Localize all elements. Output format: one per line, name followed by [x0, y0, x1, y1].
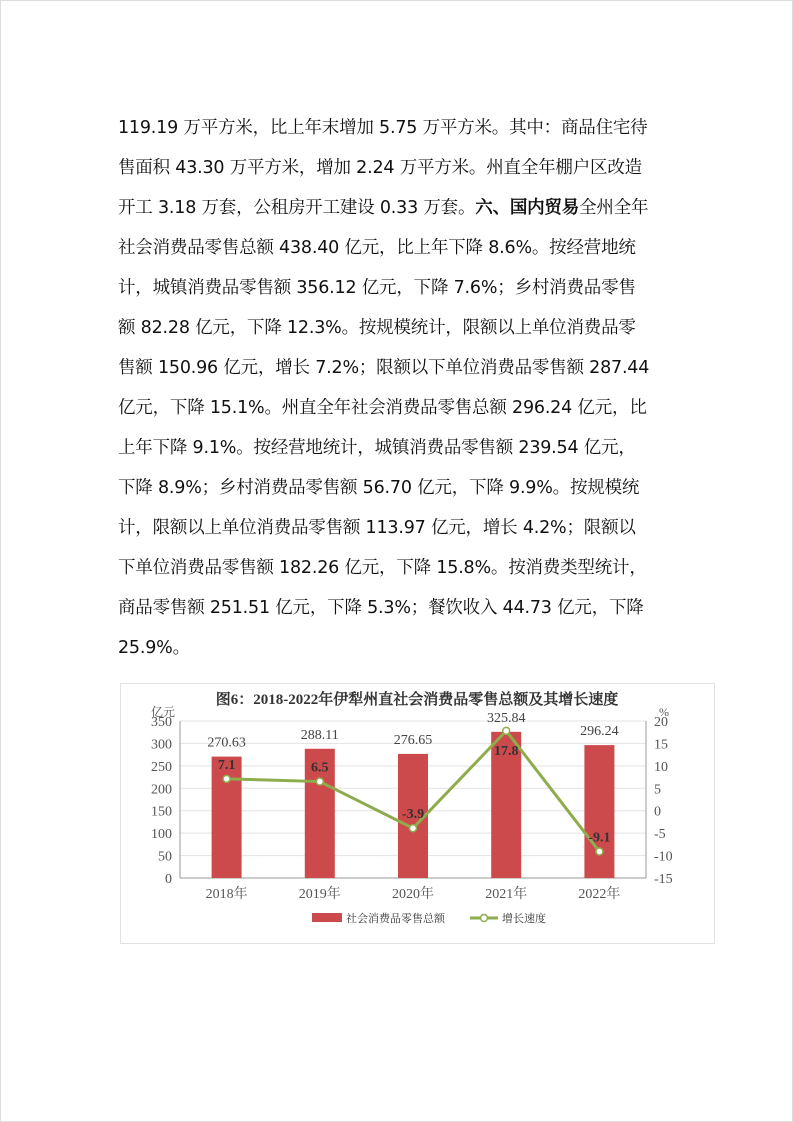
category-label: 2018年 — [205, 887, 248, 902]
category-label: 2019年 — [298, 887, 341, 902]
growth-value-label: -3.9 — [401, 807, 425, 823]
text-line — [118, 388, 688, 428]
text-span: 售面积 43.30 万平方米，增加 2.24 万平方米。州直全年棚户区改造 — [118, 158, 642, 178]
text-span: 额 82.28 亿元，下降 12.3%。按规模统计，限额以上单位消费品零 — [118, 318, 636, 338]
text-line — [118, 108, 688, 148]
growth-point — [410, 825, 417, 832]
legend-bar-swatch — [312, 913, 342, 922]
text-span: 全州全年 — [579, 198, 649, 218]
growth-point — [316, 778, 323, 785]
text-span: 下单位消费品零售额 182.26 亿元，下降 15.8%。按消费类型统计， — [118, 558, 647, 578]
right-tick-label: -10 — [654, 849, 673, 865]
right-tick-label: 10 — [654, 759, 668, 775]
text-line — [118, 628, 688, 668]
text-line — [118, 308, 688, 348]
growth-point — [596, 848, 603, 855]
right-tick-label: 20 — [654, 715, 668, 730]
left-axis-unit: 亿元 — [151, 705, 176, 719]
right-tick-label: 15 — [654, 737, 668, 753]
growth-value-label: -9.1 — [588, 830, 611, 846]
left-tick-label: 50 — [158, 849, 172, 865]
bar-value-label: 288.11 — [300, 727, 339, 743]
text-line — [118, 348, 688, 388]
text-line — [118, 548, 688, 588]
text-span: 计，限额以上单位消费品零售额 113.97 亿元，增长 4.2%；限额以 — [118, 518, 636, 538]
text-line — [118, 188, 688, 228]
left-tick-label: 350 — [151, 715, 172, 730]
bar-value-label: 325.84 — [486, 710, 526, 726]
left-tick-label: 300 — [151, 737, 172, 753]
category-label: 2020年 — [392, 887, 434, 902]
bar — [584, 745, 614, 878]
category-label: 2021年 — [485, 887, 528, 902]
left-tick-label: 200 — [151, 782, 172, 798]
text-span: 售额 150.96 亿元，增长 7.2%；限额以下单位消费品零售额 287.44 — [118, 358, 650, 378]
bar-value-label: 276.65 — [393, 732, 433, 748]
text-span: 下降 8.9%；乡村消费品零售额 56.70 亿元，下降 9.9%。按规模统 — [118, 478, 640, 498]
left-tick-label: 150 — [151, 804, 172, 820]
growth-value-label: 6.5 — [311, 760, 329, 776]
bar-value-label: 296.24 — [580, 724, 619, 740]
right-tick-label: 5 — [654, 782, 661, 798]
text-line — [118, 588, 688, 628]
right-tick-label: 0 — [654, 804, 661, 820]
left-tick-label: 0 — [165, 872, 172, 887]
growth-value-label: 17.8 — [493, 743, 519, 759]
chart-figure — [120, 683, 715, 944]
text-span: 开工 3.18 万套，公租房开工建设 0.33 万套。 — [118, 198, 476, 218]
growth-value-label: 7.1 — [217, 757, 236, 773]
text-span: 商品零售额 251.51 亿元，下降 5.3%；餐饮收入 44.73 亿元，下降 — [118, 598, 644, 618]
text-line — [118, 148, 688, 188]
section-heading: 六、国内贸易 — [475, 198, 580, 218]
category-label: 2022年 — [578, 887, 621, 902]
text-span: 上年下降 9.1%。按经营地统计，城镇消费品零售额 239.54 亿元， — [118, 438, 636, 458]
body-paragraph — [118, 108, 688, 668]
text-span: 社会消费品零售总额 438.40 亿元，比上年下降 8.6%。按经营地统 — [118, 238, 636, 258]
bar-line-chart — [121, 684, 714, 943]
legend-bar-label: 社会消费品零售总额 — [346, 913, 445, 925]
left-tick-label: 100 — [151, 827, 172, 843]
right-tick-label: -5 — [654, 827, 666, 843]
right-tick-label: -15 — [654, 872, 673, 887]
growth-point — [503, 727, 510, 734]
left-tick-label: 250 — [151, 759, 172, 775]
text-span: 计，城镇消费品零售额 356.12 亿元，下降 7.6%；乡村消费品零售 — [118, 278, 636, 298]
text-line — [118, 508, 688, 548]
text-span: 119.19 万平方米，比上年末增加 5.75 万平方米。其中：商品住宅待 — [118, 118, 648, 138]
legend-line-label: 增长速度 — [502, 913, 546, 925]
bar-value-label: 270.63 — [207, 735, 246, 751]
chart-title: 图6：2018-2022年伊犁州直社会消费品零售总额及其增长速度 — [215, 692, 619, 708]
text-line — [118, 268, 688, 308]
text-span: 25.9%。 — [118, 638, 190, 658]
right-axis-unit: % — [659, 705, 669, 719]
text-line — [118, 468, 688, 508]
text-line — [118, 228, 688, 268]
legend-line-marker — [481, 915, 488, 922]
text-line — [118, 428, 688, 468]
text-span: 亿元，下降 15.1%。州直全年社会消费品零售总额 296.24 亿元，比 — [118, 398, 647, 418]
growth-point — [223, 775, 230, 782]
